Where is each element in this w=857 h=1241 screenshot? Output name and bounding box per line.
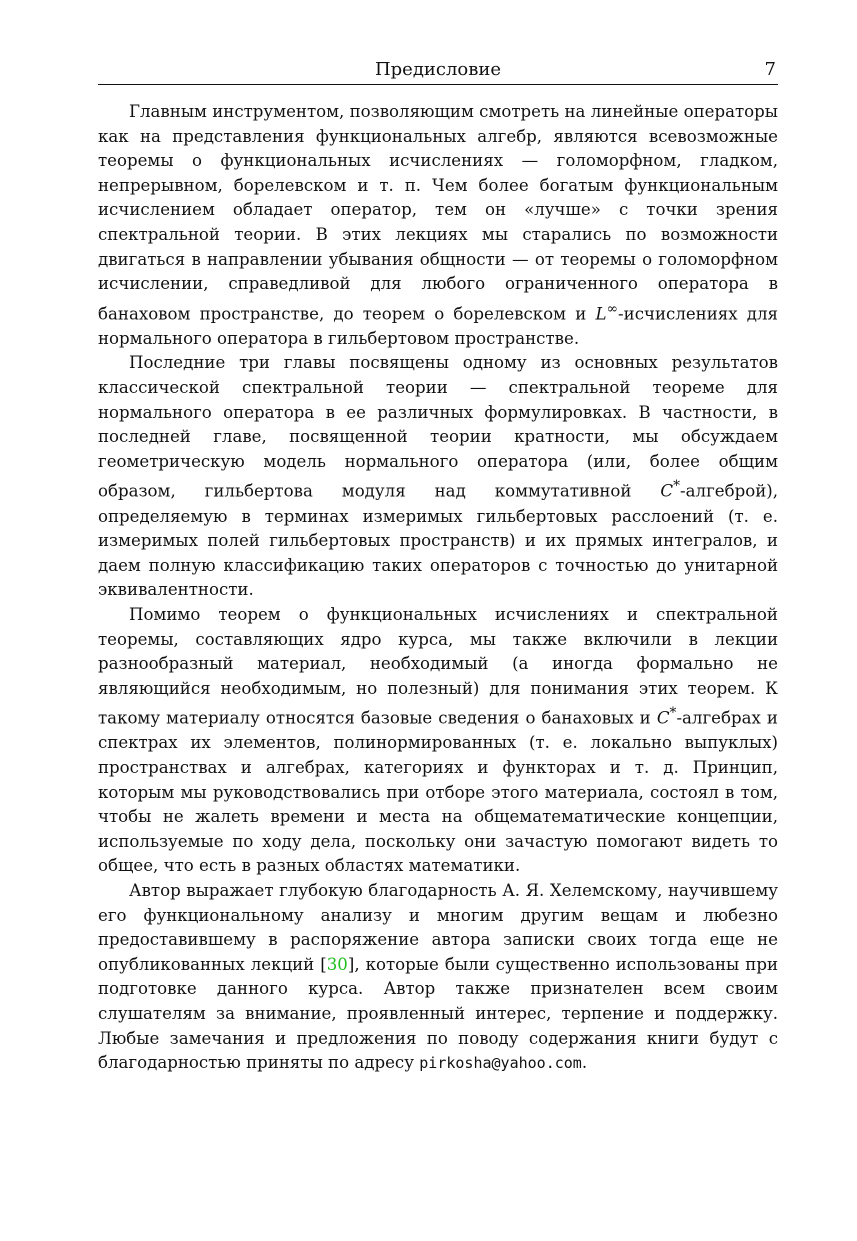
paragraph-3-text-after: -алгебрах и спектрах их элементов, полинормированных (т. е. локально выпуклых) пространствах и алгебрах, категориях и функторах и т. д. Принцип, которым мы руководствовались при отборе этого материала, состоял в том, чтобы не жалеть времени и места на общематематические концепции, используемые по ходу дела, поскольку они зачастую помогают видеть то общее, что есть в разных областях математики.: [98, 708, 778, 876]
page-number: 7: [764, 59, 776, 80]
paragraph-1: [98, 100, 778, 351]
math-sup-infinity: ∞: [606, 300, 619, 317]
paragraph-1-text: Главным инструментом, позволяющим смотреть на линейные операторы как на представления функциональных алгебр, являются всевозможные теоремы о функциональных исчислениях — голоморфном, гладком, непрерывном, борелевском и т. п. Чем более богатым функциональным исчислением обладает оператор, тем он «лучше» с точки зрения спектральной теории. В этих лекциях мы старались по возможности двигаться в направлении убывания общности — от теоремы о голоморфном исчислении, справедливой для любого ограниченного оператора в банаховом пространстве, до теорем о борелевском и: [98, 102, 778, 324]
math-sup-star: *: [673, 478, 681, 495]
body-text: [98, 100, 778, 1076]
paragraph-4-text-mid: ], которые были существенно использованы при подготовке данного курса. Автор также признателен всем своим слушателям за внимание, проявленный интерес, терпение и поддержку. Любые замечания и предложения по поводу содержания книги будут с благодарностью приняты по адресу: [98, 954, 779, 1073]
math-C: C: [660, 481, 674, 501]
paragraph-4: [98, 879, 778, 1076]
paragraph-1-text-after: -исчислениях для нормального оператора в гильбертовом пространстве.: [98, 304, 779, 348]
paragraph-2-text-after: -алгеброй), определяемую в терминах измеримых гильбертовых расслоений (т. е. измеримых полей гильбертовых пространств) и их прямых интегралов, и даем полную классификацию таких операторов с точностью до унитарной эквивалентности.: [98, 481, 778, 600]
running-header: [98, 58, 778, 85]
paragraph-4-text-end: .: [581, 1053, 588, 1073]
paragraph-2: [98, 351, 778, 602]
math-C: C: [656, 708, 670, 728]
paragraph-2-text: Последние три главы посвящены одному из основных результатов классической спектральной теории — спектральной теореме для нормального оператора в ее различных формулировках. В частности, в последней главе, посвященной теории кратности, мы обсуждаем геометрическую модель нормального оператора (или, более общим образом, гильбертова модуля над коммутативной: [98, 353, 778, 501]
email-address: pirkosha@yahoo.com: [419, 1054, 582, 1073]
math-sup-star: *: [669, 705, 677, 722]
header-title: Предисловие: [374, 59, 502, 80]
math-L: L: [595, 304, 607, 324]
paragraph-3: [98, 603, 778, 879]
citation-link[interactable]: 30: [326, 954, 348, 974]
paragraph-3-text: Помимо теорем о функциональных исчислениях и спектральной теоремы, составляющих ядро курса, мы также включили в лекции разнообразный материал, необходимый (а иногда формально не являющийся необходимым, но полезный) для понимания этих теорем. К такому материалу относятся базовые сведения о банаховых и: [98, 604, 778, 728]
paragraph-4-text: Автор выражает глубокую благодарность А. Я. Хелемскому, научившему его функциональному анализу и многим другим вещам и любезно предоставившему в распоряжение автора записки своих тогда еще не опубликованных лекций [: [98, 881, 778, 974]
